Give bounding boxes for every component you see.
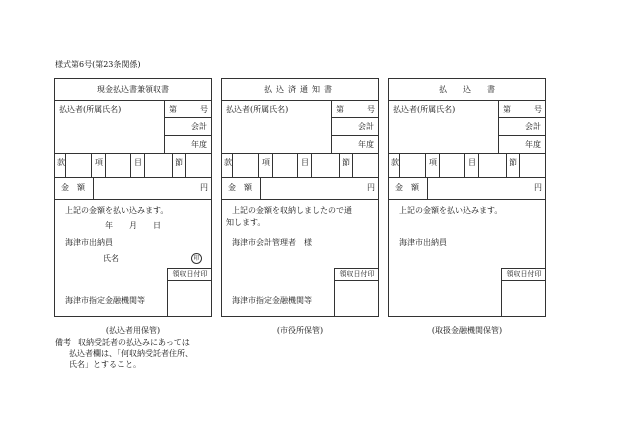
year-label: 年度 xyxy=(191,140,207,149)
note-line-2: 払込者欄は、「何収納受託者住所、 xyxy=(69,349,193,358)
body-text-line2: 知します。 xyxy=(226,218,266,227)
stamp-label: 領収日付印 xyxy=(506,270,542,278)
budget-label-kou: 項 xyxy=(95,158,103,167)
stamp-label: 領収日付印 xyxy=(339,270,375,278)
amount-label: 金 額 xyxy=(61,183,85,192)
amount-label: 金 額 xyxy=(228,183,252,192)
yen-label: 円 xyxy=(367,183,375,192)
account-label: 会計 xyxy=(191,122,207,131)
caption-city-copy: (市役所保管) xyxy=(276,326,324,335)
date-line: 年 月 日 xyxy=(105,221,161,230)
form-title: 払込済通知書 xyxy=(264,85,336,94)
form-title: 現金払込書兼領収書 xyxy=(97,85,169,94)
budget-label-moku: 目 xyxy=(134,158,142,167)
body-text: 上記の金額を払い込みます。 xyxy=(399,206,503,215)
form-receipt xyxy=(54,78,212,317)
budget-label-moku: 目 xyxy=(301,158,309,167)
official-name: 海津市会計管理者 様 xyxy=(232,238,312,247)
yen-label: 円 xyxy=(200,183,208,192)
account-label: 会計 xyxy=(525,122,541,131)
official-name: 海津市出納員 xyxy=(399,238,447,247)
payer-label: 払込者(所属氏名) xyxy=(59,105,122,114)
yen-label: 円 xyxy=(534,183,542,192)
receipt-date-stamp-box xyxy=(167,268,212,317)
note-line-3: 氏名」とすること。 xyxy=(69,360,141,369)
form-number: 様式第6号(第23条関係) xyxy=(55,60,141,69)
note-line-1: 収納受託者の払込みにあっては xyxy=(78,338,190,347)
budget-label-setsu: 節 xyxy=(509,158,517,167)
budget-label-moku: 目 xyxy=(468,158,476,167)
bank-name: 海津市指定金融機関等 xyxy=(65,296,145,305)
year-label: 年度 xyxy=(525,140,541,149)
number-label-left: 第 xyxy=(336,105,344,114)
number-label-right: 号 xyxy=(367,105,375,114)
official-name: 海津市出納員 xyxy=(65,238,113,247)
payer-label: 払込者(所属氏名) xyxy=(393,105,456,114)
budget-label-kan: 款 xyxy=(391,158,399,167)
account-label: 会計 xyxy=(358,122,374,131)
budget-label-setsu: 節 xyxy=(175,158,183,167)
receipt-date-stamp-box xyxy=(334,268,379,317)
bank-name: 海津市指定金融機関等 xyxy=(232,296,312,305)
note-label: 備考 xyxy=(55,338,71,347)
number-label-left: 第 xyxy=(169,105,177,114)
number-label-left: 第 xyxy=(503,105,511,114)
budget-label-kan: 款 xyxy=(224,158,232,167)
stamp-label: 領収日付印 xyxy=(172,270,208,278)
name-label: 氏名 xyxy=(103,254,119,263)
payer-label: 払込者(所属氏名) xyxy=(226,105,289,114)
caption-payer-copy: (払込者用保管) xyxy=(105,326,161,335)
amount-label: 金 額 xyxy=(395,183,419,192)
year-label: 年度 xyxy=(358,140,374,149)
number-label-right: 号 xyxy=(200,105,208,114)
budget-label-kan: 款 xyxy=(57,158,65,167)
form-title: 払 込 書 xyxy=(439,85,495,94)
receipt-date-stamp-box xyxy=(501,268,546,317)
budget-label-kou: 項 xyxy=(429,158,437,167)
seal-mark: 印 xyxy=(191,253,202,264)
form-payment-notice xyxy=(221,78,379,317)
body-text-line1: 上記の金額を収納しましたので通 xyxy=(232,206,352,215)
budget-label-kou: 項 xyxy=(262,158,270,167)
form-payment-slip xyxy=(388,78,546,317)
body-text: 上記の金額を払い込みます。 xyxy=(65,206,169,215)
number-label-right: 号 xyxy=(534,105,542,114)
caption-bank-copy: (取扱金融機関保管) xyxy=(431,326,503,335)
budget-label-setsu: 節 xyxy=(342,158,350,167)
